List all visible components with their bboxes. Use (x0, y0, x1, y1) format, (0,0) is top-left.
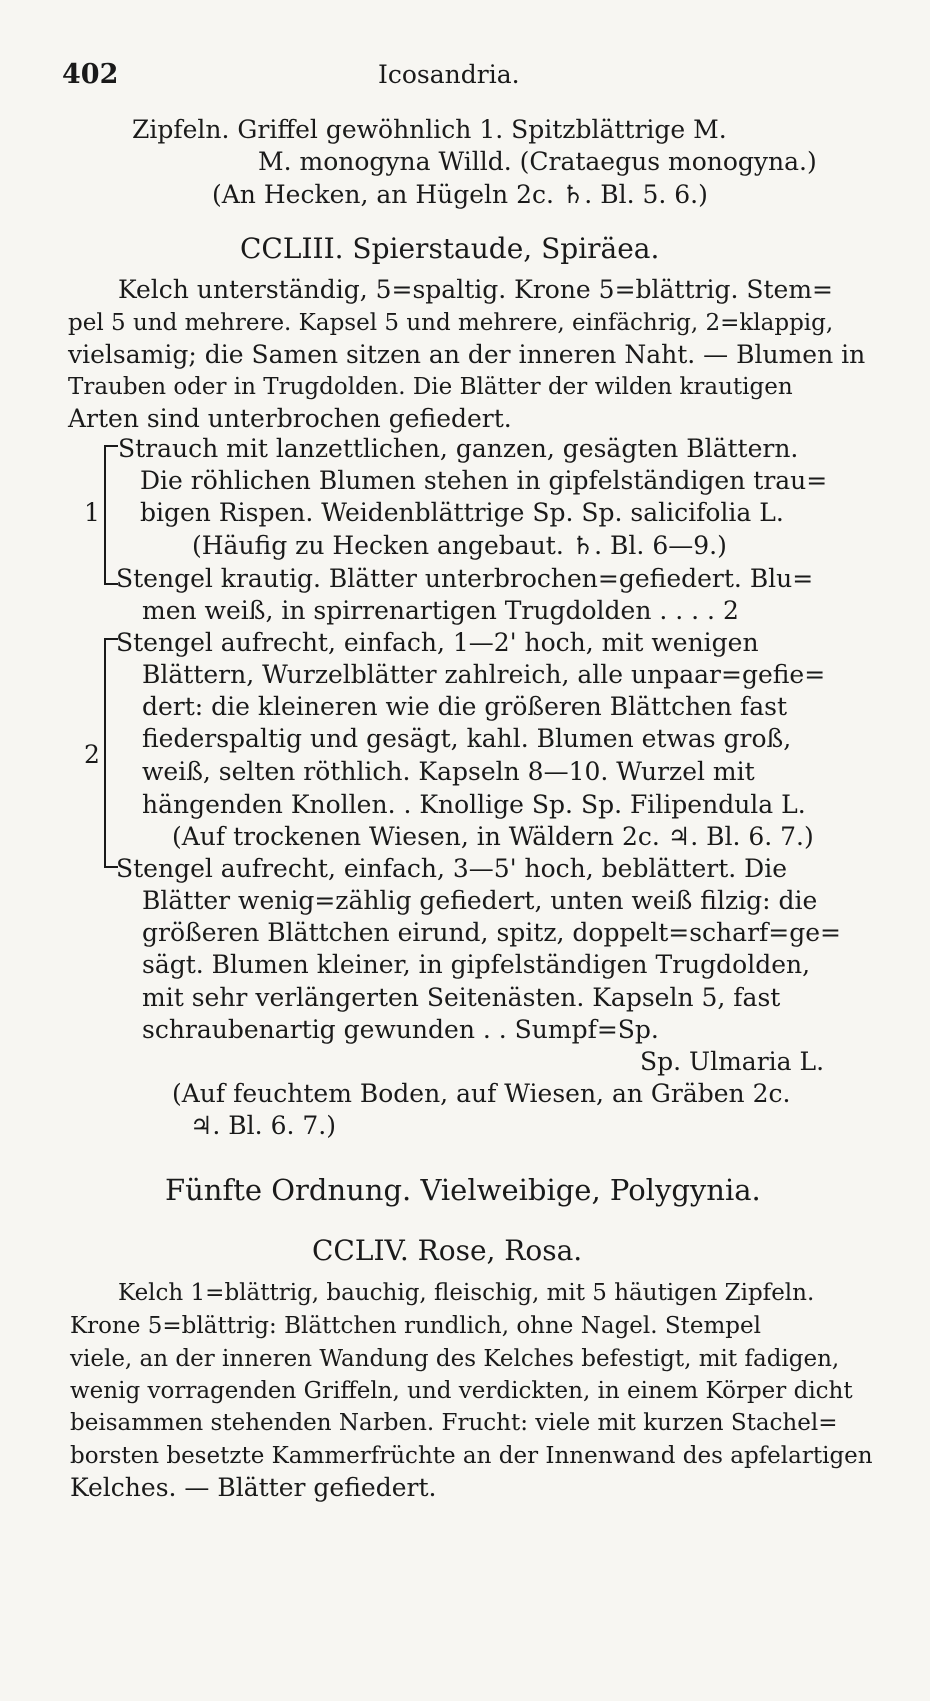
order-heading: Fünfte Ordnung. Vielweibige, Polygynia. (165, 1173, 761, 1207)
text-line: (Auf feuchtem Boden, auf Wiesen, an Gräben 2c. (172, 1079, 791, 1108)
text-line: Kelch 1=blättrig, bauchig, fleischig, mit 5 häutigen Zipfeln. (118, 1280, 815, 1306)
text-line: fiederspaltig und gesägt, kahl. Blumen etwas groß, (142, 724, 792, 753)
text-line: Zipfeln. Griffel gewöhnlich 1. Spitzblättrige M. (132, 115, 727, 144)
text-line: Stengel krautig. Blätter unterbrochen=gefiedert. Blu= (116, 564, 814, 593)
text-line: viele, an der inneren Wandung des Kelches befestigt, mit fadigen, (70, 1346, 840, 1372)
text-line: Trauben oder in Trugdolden. Die Blätter der wilden krautigen (68, 374, 793, 400)
text-line: Sp. Ulmaria L. (640, 1047, 825, 1076)
key-number-1: 1 (84, 498, 100, 527)
text-line: schraubenartig gewunden . . Sumpf=Sp. (142, 1015, 659, 1044)
text-line: weiß, selten röthlich. Kapseln 8—10. Wurzel mit (142, 757, 755, 786)
text-line: Kelches. — Blätter gefiedert. (70, 1473, 437, 1502)
text-line: pel 5 und mehrere. Kapsel 5 und mehrere, einfächrig, 2=klappig, (68, 310, 834, 336)
text-line: vielsamig; die Samen sitzen an der inneren Naht. — Blumen in (68, 340, 866, 369)
text-line: (Auf trockenen Wiesen, in Wäldern 2c. ♃. Bl. 6. 7.) (172, 822, 814, 851)
text-line: hängenden Knollen. . Knollige Sp. Sp. Filipendula L. (142, 790, 806, 819)
text-line: Stengel aufrecht, einfach, 1—2' hoch, mit wenigen (116, 628, 759, 657)
text-line: Blätter wenig=zählig gefiedert, unten weiß filzig: die (142, 886, 818, 915)
text-line: (An Hecken, an Hügeln 2c. ♄. Bl. 5. 6.) (212, 180, 708, 209)
text-line: dert: die kleineren wie die größeren Blättchen fast (142, 692, 788, 721)
text-line: Blättern, Wurzelblätter zahlreich, alle unpaar=gefie= (142, 660, 826, 689)
text-line: Stengel aufrecht, einfach, 3—5' hoch, beblättert. Die (116, 854, 787, 883)
text-line: sägt. Blumen kleiner, in gipfelständigen Trugdolden, (142, 950, 811, 979)
text-line: größeren Blättchen eirund, spitz, doppelt=scharf=ge= (142, 918, 841, 947)
text-line: borsten besetzte Kammerfrüchte an der Innenwand des apfelartigen (70, 1443, 873, 1469)
text-line: bigen Rispen. Weidenblättrige Sp. Sp. salicifolia L. (140, 498, 784, 527)
text-line: Strauch mit lanzettlichen, ganzen, gesägten Blättern. (118, 434, 799, 463)
text-line: M. monogyna Willd. (Crataegus monogyna.) (258, 147, 817, 176)
key-number-2: 2 (84, 740, 100, 769)
text-line: (Häufig zu Hecken angebaut. ♄. Bl. 6—9.) (192, 531, 727, 560)
text-line: mit sehr verlängerten Seitenästen. Kapseln 5, fast (142, 983, 781, 1012)
text-line: ♃. Bl. 6. 7.) (190, 1111, 336, 1140)
genus-heading: CCLIV. Rose, Rosa. (312, 1234, 583, 1267)
running-title: Icosandria. (378, 60, 520, 89)
genus-heading: CCLIII. Spierstaude, Spiräea. (240, 232, 660, 265)
text-line: men weiß, in spirrenartigen Trugdolden . . . . 2 (142, 596, 739, 625)
page-number: 402 (62, 59, 119, 90)
text-line: Krone 5=blättrig: Blättchen rundlich, ohne Nagel. Stempel (70, 1313, 761, 1339)
key-brace-2 (104, 638, 118, 868)
text-line: Die röhlichen Blumen stehen in gipfelständigen trau= (140, 466, 828, 495)
text-line: Arten sind unterbrochen gefiedert. (68, 404, 512, 433)
text-line: beisammen stehenden Narben. Frucht: viele mit kurzen Stachel= (70, 1410, 838, 1436)
text-line: wenig vorragenden Griffeln, und verdickten, in einem Körper dicht (70, 1378, 853, 1404)
text-line: Kelch unterständig, 5=spaltig. Krone 5=blättrig. Stem= (118, 275, 833, 304)
